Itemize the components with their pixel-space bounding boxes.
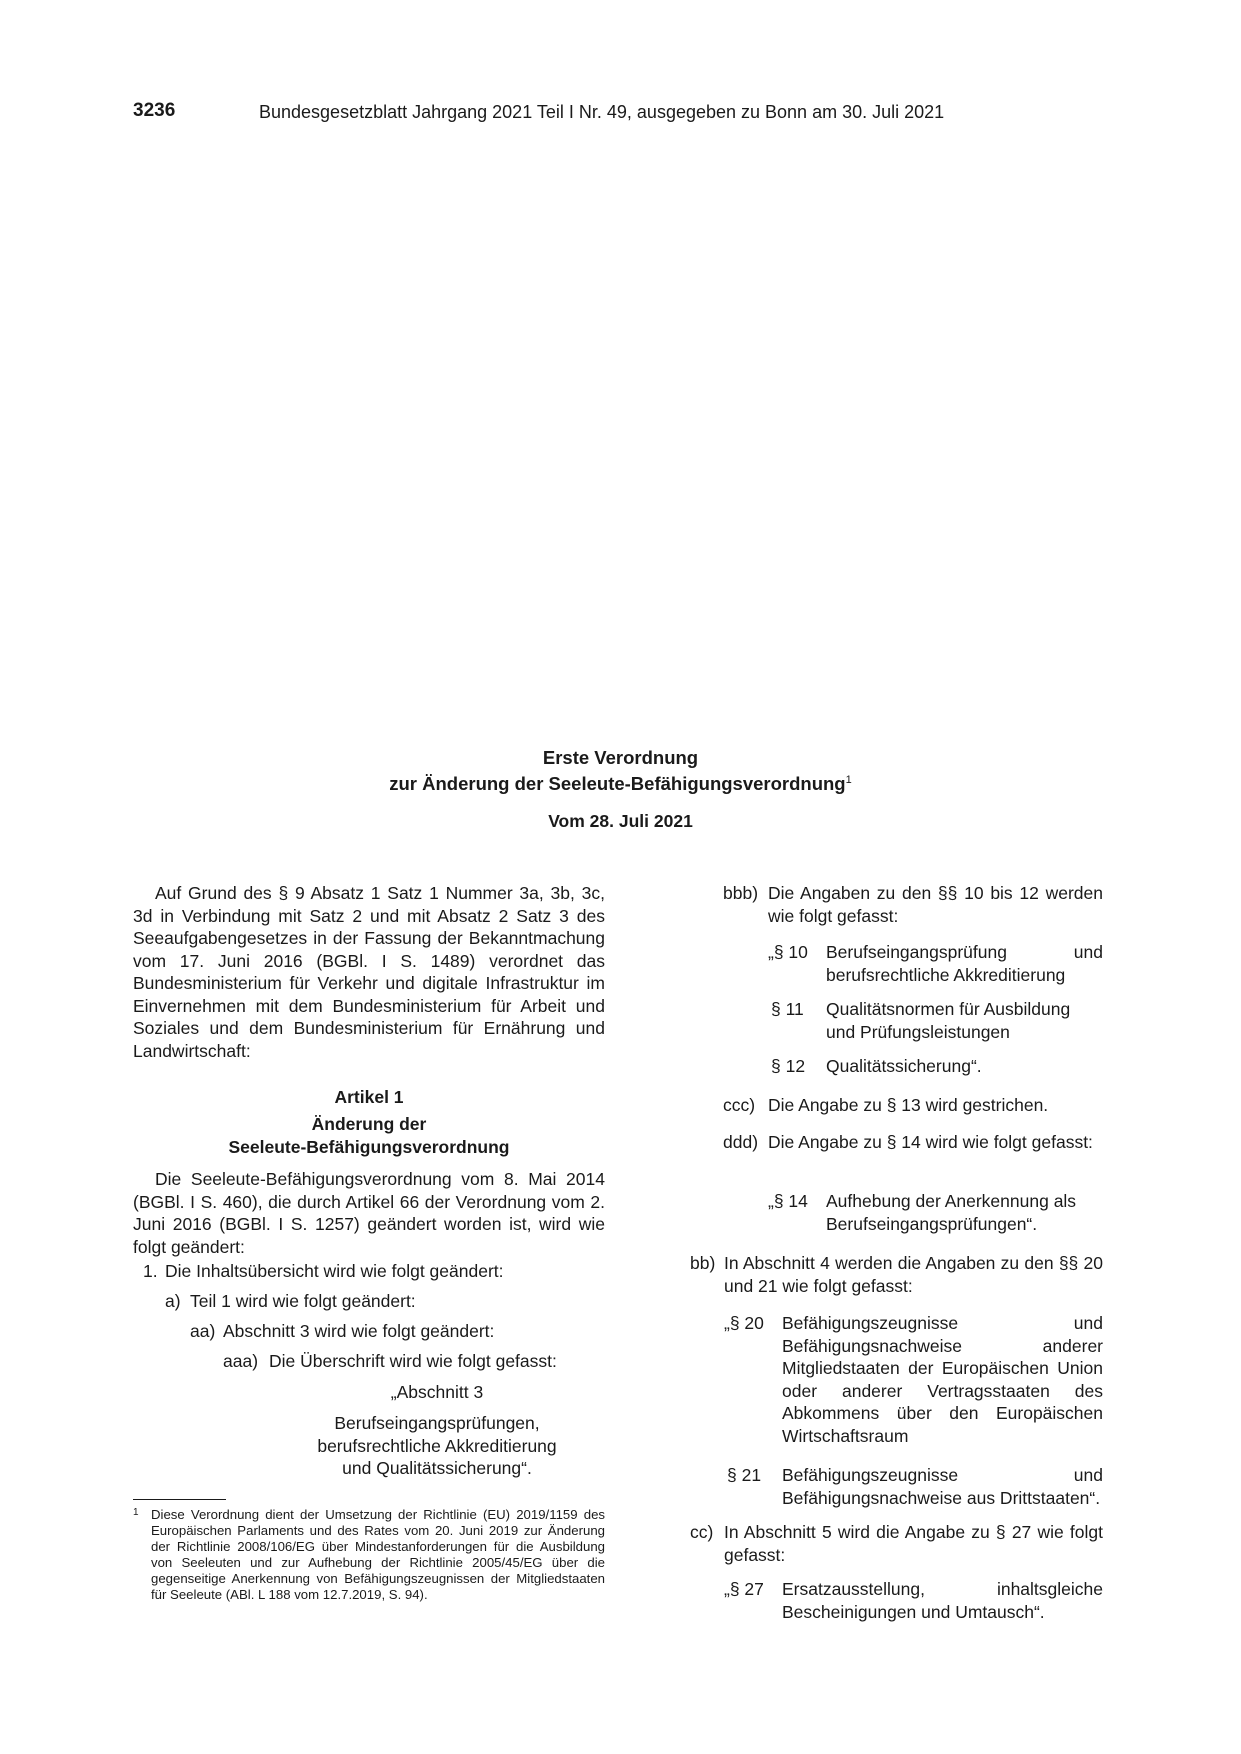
quoted-section-title — [269, 1412, 605, 1480]
paragraph-entry-12 — [768, 1055, 1103, 1078]
list-item-bb — [690, 1252, 1103, 1297]
quoted-title-line-2: berufsrechtliche Akkreditierung — [317, 1435, 557, 1456]
paragraph-title: Aufhebung der Anerkennung als Berufseingangsprüfungen“. — [826, 1191, 1077, 1234]
list-item-aaa — [223, 1350, 557, 1373]
list-item-ddd — [723, 1131, 1103, 1154]
paragraph-title: Qualitätssicherung“. — [826, 1056, 982, 1076]
list-text: Die Angabe zu § 14 wird wie folgt gefasst: — [768, 1132, 1093, 1152]
paragraph-number: „§ 27 — [724, 1579, 764, 1599]
list-text: Teil 1 wird wie folgt geändert: — [190, 1291, 416, 1311]
paragraph-entry-20 — [724, 1312, 1103, 1447]
paragraph-entry-21 — [724, 1464, 1103, 1509]
quoted-section-heading: „Abschnitt 3 — [390, 1382, 484, 1402]
list-text: Die Angaben zu den §§ 10 bis 12 werden wie folgt gefasst: — [768, 883, 1103, 926]
document-date: Vom 28. Juli 2021 — [548, 811, 693, 831]
list-label: ddd) — [723, 1132, 759, 1152]
article-heading: Artikel 1 — [334, 1087, 404, 1107]
list-text: Abschnitt 3 wird wie folgt geändert: — [223, 1321, 495, 1341]
article-intro: Die Seeleute-Befähigungsverordnung vom 8. Mai 2014 (BGBl. I S. 460), die durch Artikel 66 der Verordnung vom 2. Juni 2016 (BGBl. I S. 1257) geändert worden ist, wird wie folgt geändert: — [133, 1169, 605, 1257]
list-label: 1. — [143, 1261, 158, 1281]
list-item-a — [165, 1290, 416, 1313]
paragraph-title: Berufseingangsprüfung und berufsrechtliche Akkreditierung — [826, 942, 1103, 985]
paragraph-entry-27 — [724, 1578, 1103, 1623]
list-item-aa — [190, 1320, 494, 1343]
page-number: 3236 — [133, 100, 176, 121]
list-item-1 — [143, 1260, 504, 1283]
list-item-ccc — [723, 1094, 1103, 1117]
list-label: bbb) — [723, 883, 759, 903]
list-text: Die Überschrift wird wie folgt gefasst: — [269, 1351, 557, 1371]
list-label: a) — [165, 1291, 181, 1311]
title-line-2-text: zur Änderung der Seeleute-Befähigungsverordnung — [389, 773, 846, 794]
paragraph-title: Befähigungszeugnisse und Befähigungsnachweise anderer Mitgliedstaaten der Europäischen Union oder anderer Vertragsstaaten des Abkommens über den Europäischen Wirtschaftsraum — [782, 1313, 1103, 1446]
paragraph-title: Qualitätsnormen für Ausbildung und Prüfungsleistungen — [826, 999, 1071, 1042]
list-text: Die Inhaltsübersicht wird wie folgt geändert: — [165, 1261, 504, 1281]
list-item-bbb — [723, 882, 1103, 927]
paragraph-entry-11 — [768, 998, 1103, 1043]
list-item-cc — [690, 1521, 1103, 1566]
title-line-1: Erste Verordnung — [542, 747, 699, 768]
paragraph-number: „§ 20 — [724, 1313, 764, 1333]
paragraph-entry-14 — [768, 1190, 1103, 1235]
paragraph-entry-10 — [768, 941, 1103, 986]
article-subtitle — [133, 1113, 605, 1158]
list-text: In Abschnitt 5 wird die Angabe zu § 27 wie folgt gefasst: — [724, 1522, 1103, 1565]
article-subtitle-line-1: Änderung der — [311, 1114, 427, 1134]
list-label: aa) — [190, 1321, 216, 1341]
quoted-title-line-3: und Qualitätssicherung“. — [342, 1458, 532, 1478]
quoted-title-line-1: Berufseingangsprüfungen, — [334, 1413, 540, 1433]
footnote-mark: 1 — [133, 1507, 139, 1518]
paragraph-number: „§ 14 — [768, 1191, 808, 1211]
paragraph-title: Ersatzausstellung, inhaltsgleiche Bescheinigungen und Umtausch“. — [782, 1579, 1103, 1622]
article-subtitle-line-2: Seeleute-Befähigungsverordnung — [228, 1136, 510, 1157]
footnote — [133, 1507, 605, 1603]
footnote-text: Diese Verordnung dient der Umsetzung der Richtlinie (EU) 2019/1159 des Europäischen Parlaments und des Rates vom 20. Juni 2019 zur Änderung der Richtlinie 2008/106/EG über Mindestanforderungen für die Ausbildung von Seeleuten und zur Aufhebung der Richtlinie 2005/45/EG über die gegenseitige Anerkennung von Befähigungszeugnissen der Mitgliedstaaten für Seeleute (ABl. L 188 vom 12.7.2019, S. 94). — [151, 1507, 605, 1602]
paragraph-number: § 11 — [771, 999, 804, 1019]
footnote-divider — [133, 1499, 226, 1500]
preamble: Auf Grund des § 9 Absatz 1 Satz 1 Nummer 3a, 3b, 3c, 3d in Verbindung mit Satz 2 und mit Absatz 2 Satz 3 des Seeaufgabengesetzes in der Fassung der Bekanntmachung vom 17. Juni 2016 (BGBl. I S. 1489) verordnet das Bundesministerium für Verkehr und digitale Infrastruktur im Einvernehmen mit dem Bundesministerium für Arbeit und Soziales und dem Bundesministerium für Ernährung und Landwirtschaft: — [133, 883, 605, 1061]
list-label: aaa) — [223, 1351, 259, 1371]
list-label: bb) — [690, 1253, 716, 1273]
list-label: ccc) — [723, 1095, 756, 1115]
list-text: In Abschnitt 4 werden die Angaben zu den §§ 20 und 21 wie folgt gefasst: — [724, 1253, 1103, 1296]
running-head: Bundesgesetzblatt Jahrgang 2021 Teil I Nr. 49, ausgegeben zu Bonn am 30. Juli 2021 — [259, 102, 945, 122]
paragraph-number: „§ 10 — [768, 942, 808, 962]
paragraph-number: § 21 — [727, 1465, 762, 1485]
paragraph-title: Befähigungszeugnisse und Befähigungsnachweise aus Drittstaaten“. — [782, 1465, 1103, 1508]
footnote-reference: 1 — [845, 774, 852, 786]
list-label: cc) — [690, 1522, 714, 1542]
list-text: Die Angabe zu § 13 wird gestrichen. — [768, 1095, 1049, 1115]
document-title — [0, 747, 1241, 795]
title-line-2 — [0, 769, 1241, 795]
paragraph-number: § 12 — [771, 1056, 806, 1076]
